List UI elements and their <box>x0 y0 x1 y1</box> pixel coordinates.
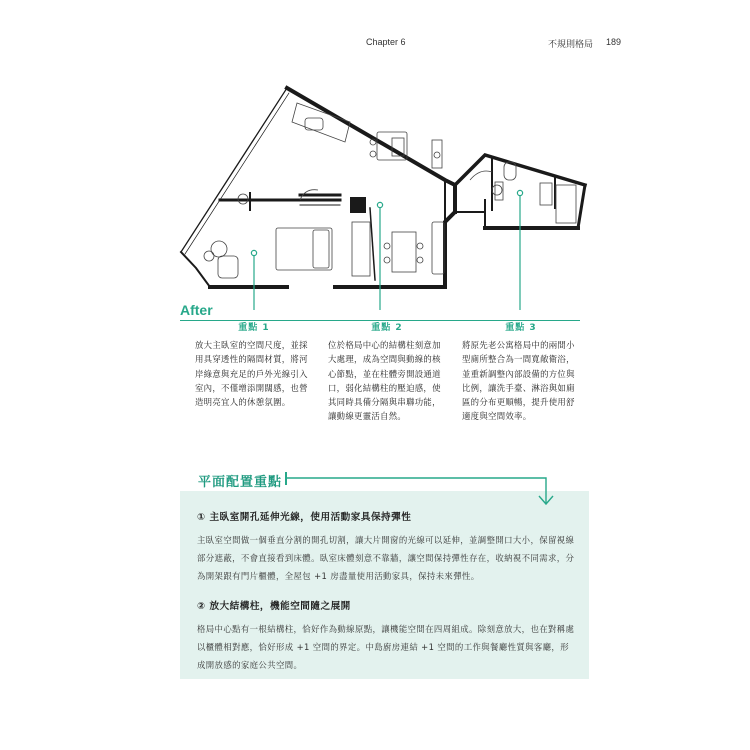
layout-title: 平面配置重點 <box>198 475 283 490</box>
item-2-body: 格局中心點有一根結構柱，恰好作為動線原點，讓機能空間在四周組成。除刻意放大，也在對稱處以櫃體相對應，恰好形成 +1 空間的界定。中島廚房連結 +1 空間的工作與餐廳性質與客廳，形成開放感的家庭公共空間。 <box>197 624 575 670</box>
point-1-body: 放大主臥室的空間尺度，並採用具穿透性的隔間材質，將河岸綠意與充足的戶外光線引入室內，不僅增添開闊感，也營造明亮宜人的休憩氛圍。 <box>195 340 308 408</box>
point-3-title: 重點 3 <box>505 323 537 333</box>
item-1-title: ① 主臥室開孔延伸光線，使用活動家具保持彈性 <box>197 512 412 523</box>
point-leader-lines <box>251 190 522 310</box>
point-3-body: 將原先老公寓格局中的兩間小型廁所整合為一間寬敞衛浴，並重新調整內部設備的方位與比例，讓洗手臺、淋浴與如廁區的分布更順暢，提升使用舒適度與空間效率。 <box>462 340 575 422</box>
point-3 <box>462 320 580 424</box>
item-1-body: 主臥室空間做一個垂直分割的開孔切割，讓大片開窗的光線可以延伸，並調整開口大小，保留視線部分遮蔽，不會直接看到床體。臥室床體刻意不靠牆，讓空間保持彈性存在，收納視不同需求，分為開架跟有門片櫃體，全屋包 +1 房盡量使用活動家具，保持未來彈性。 <box>197 535 575 581</box>
layout-callout-arrow <box>0 460 750 510</box>
point-2-title: 重點 2 <box>371 323 403 333</box>
point-1-title: 重點 1 <box>238 323 270 333</box>
section-title: 不規則格局 <box>548 40 594 50</box>
after-label: After <box>180 302 213 318</box>
point-1 <box>195 320 313 409</box>
point-2 <box>328 320 446 424</box>
chapter-label: Chapter 6 <box>366 37 406 47</box>
plan-walls <box>181 88 585 287</box>
floor-plan <box>0 0 750 310</box>
structural-column <box>350 197 366 213</box>
page-number: 189 <box>606 37 622 47</box>
item-2-title: ② 放大結構柱，機能空間隨之展開 <box>197 601 351 612</box>
point-2-body: 位於格局中心的結構柱刻意加大處理，成為空間與動線的核心節點，並在柱體旁開設通道口，弱化結構柱的壓迫感，使其同時具備分隔與串聯功能，讓動線更靈活自然。 <box>328 340 441 422</box>
